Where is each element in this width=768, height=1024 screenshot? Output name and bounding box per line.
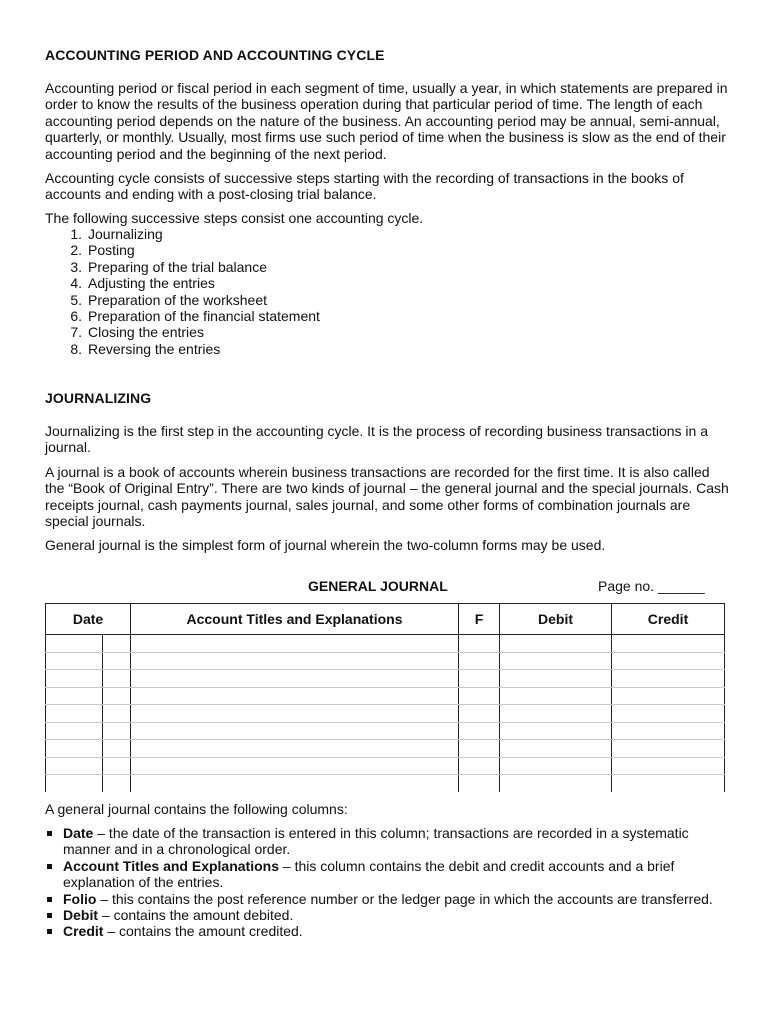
table-row [46,635,725,653]
list-item: 4. Adjusting the entries [70,275,215,292]
table-row [46,757,725,775]
list-item: Credit – contains the amount credited. [45,923,715,939]
bullet-icon [47,897,52,902]
column-header-account-titles: Account Titles and Explanations [131,604,459,635]
bullet-icon [47,929,52,934]
column-header-date: Date [46,604,131,635]
bullet-icon [47,831,52,836]
table-row [46,670,725,688]
table-row [46,705,725,723]
list-item: 2. Posting [70,242,135,259]
journal-columns-list [45,825,715,940]
list-item: Debit – contains the amount debited. [45,907,715,923]
list-item: 8. Reversing the entries [70,340,221,357]
table-row [46,722,725,740]
bullet-icon [47,913,52,918]
list-item: Date – the date of the transaction is entered in this column; transactions are recorded in a systematic manner and in a chronological order. [45,825,715,858]
list-item: 5. Preparation of the worksheet [70,291,267,308]
table-row [46,740,725,758]
list-item: 7. Closing the entries [70,324,204,341]
table-header-row [46,604,725,635]
list-item: Folio – this contains the post reference number or the ledger page in which the accounts are transferred. [45,891,715,907]
list-item: Account Titles and Explanations – this column contains the debit and credit accounts and a brief explanation of the entries. [45,858,715,891]
bullet-icon [47,864,52,869]
column-header-credit: Credit [612,604,725,635]
table-row [46,687,725,705]
paragraph-accounting-cycle: Accounting cycle consists of successive steps starting with the recording of transactions in the books of accounts and ending with a post-closing trial balance. [45,170,684,203]
paragraph-general-journal: General journal is the simplest form of journal wherein the two-column forms may be used. [45,537,606,553]
column-header-debit: Debit [500,604,612,635]
list-item: 3. Preparing of the trial balance [70,258,267,275]
section-heading-accounting-period: ACCOUNTING PERIOD AND ACCOUNTING CYCLE [45,47,385,63]
paragraph-columns-intro: A general journal contains the following columns: [45,801,348,817]
list-item: 1. Journalizing [70,226,163,242]
list-item: 6. Preparation of the financial statement [70,307,320,324]
page-number-field: Page no. ______ [598,578,705,594]
paragraph-steps-intro: The following successive steps consist one accounting cycle. [45,210,424,226]
section-heading-journalizing: JOURNALIZING [45,390,152,406]
paragraph-journal-definition: A journal is a book of accounts wherein business transactions are recorded for the first time. It is also called the “Book of Original Entry”. There are two kinds of journal – the general journal and the special journals. Cash receipts journal, cash payments journal, sales journal, and some other forms of combination journals are special journals. [45,464,729,530]
paragraph-accounting-period: Accounting period or fiscal period in each segment of time, usually a year, in which statements are prepared in order to know the results of the business operation during that particular period of time. The length of each accounting period depends on the nature of the business. An accounting period may be annual, semi-annual, quarterly, or monthly. Usually, most firms use such period of time when the business is slow as the end of their accounting period and the beginning of the next period. [45,80,728,162]
general-journal-table [45,603,725,792]
accounting-cycle-steps-list [45,226,320,357]
general-journal-title: GENERAL JOURNAL [308,578,448,594]
table-row [46,775,725,792]
table-row [46,652,725,670]
column-header-folio: F [459,604,500,635]
paragraph-journalizing: Journalizing is the first step in the accounting cycle. It is the process of recording business transactions in a journal. [45,423,709,456]
